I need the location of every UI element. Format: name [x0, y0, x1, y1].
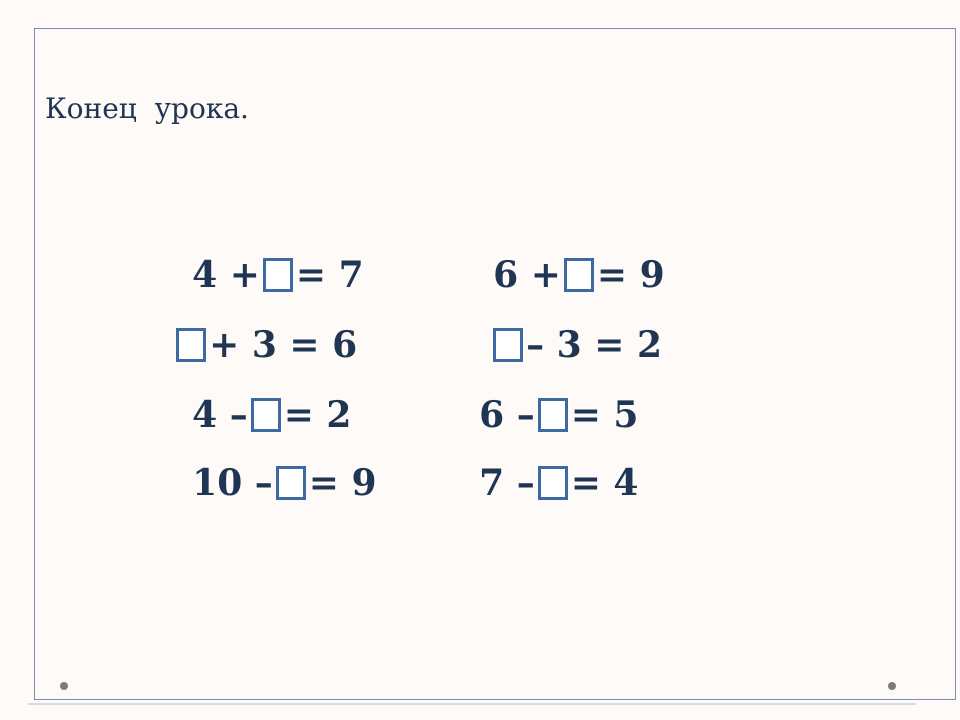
right-dot-marker — [888, 682, 896, 690]
equation-right: = 5 — [570, 394, 639, 436]
equation-left: 7 – — [479, 462, 535, 504]
bottom-divider — [28, 703, 916, 705]
equation-right: = 9 — [308, 462, 377, 504]
equation-left: 4 + — [192, 254, 260, 296]
equation-left: 6 + — [493, 254, 561, 296]
equation-right: = 4 — [570, 462, 639, 504]
equation-right: = 2 — [283, 394, 352, 436]
answer-box[interactable] — [538, 466, 568, 500]
equation-right: – 3 = 2 — [526, 324, 663, 366]
slide-title: Конец урока. — [45, 92, 249, 125]
equation-8 — [429, 414, 638, 549]
equation-right: + 3 = 6 — [209, 324, 358, 366]
equation-left: 6 – — [479, 394, 535, 436]
equation-right: = 7 — [295, 254, 364, 296]
answer-box[interactable] — [276, 466, 306, 500]
equation-7 — [142, 414, 377, 549]
equation-left: 10 – — [192, 462, 273, 504]
equation-left: 4 – — [192, 394, 248, 436]
equation-right: = 9 — [596, 254, 665, 296]
left-dot-marker — [60, 682, 68, 690]
